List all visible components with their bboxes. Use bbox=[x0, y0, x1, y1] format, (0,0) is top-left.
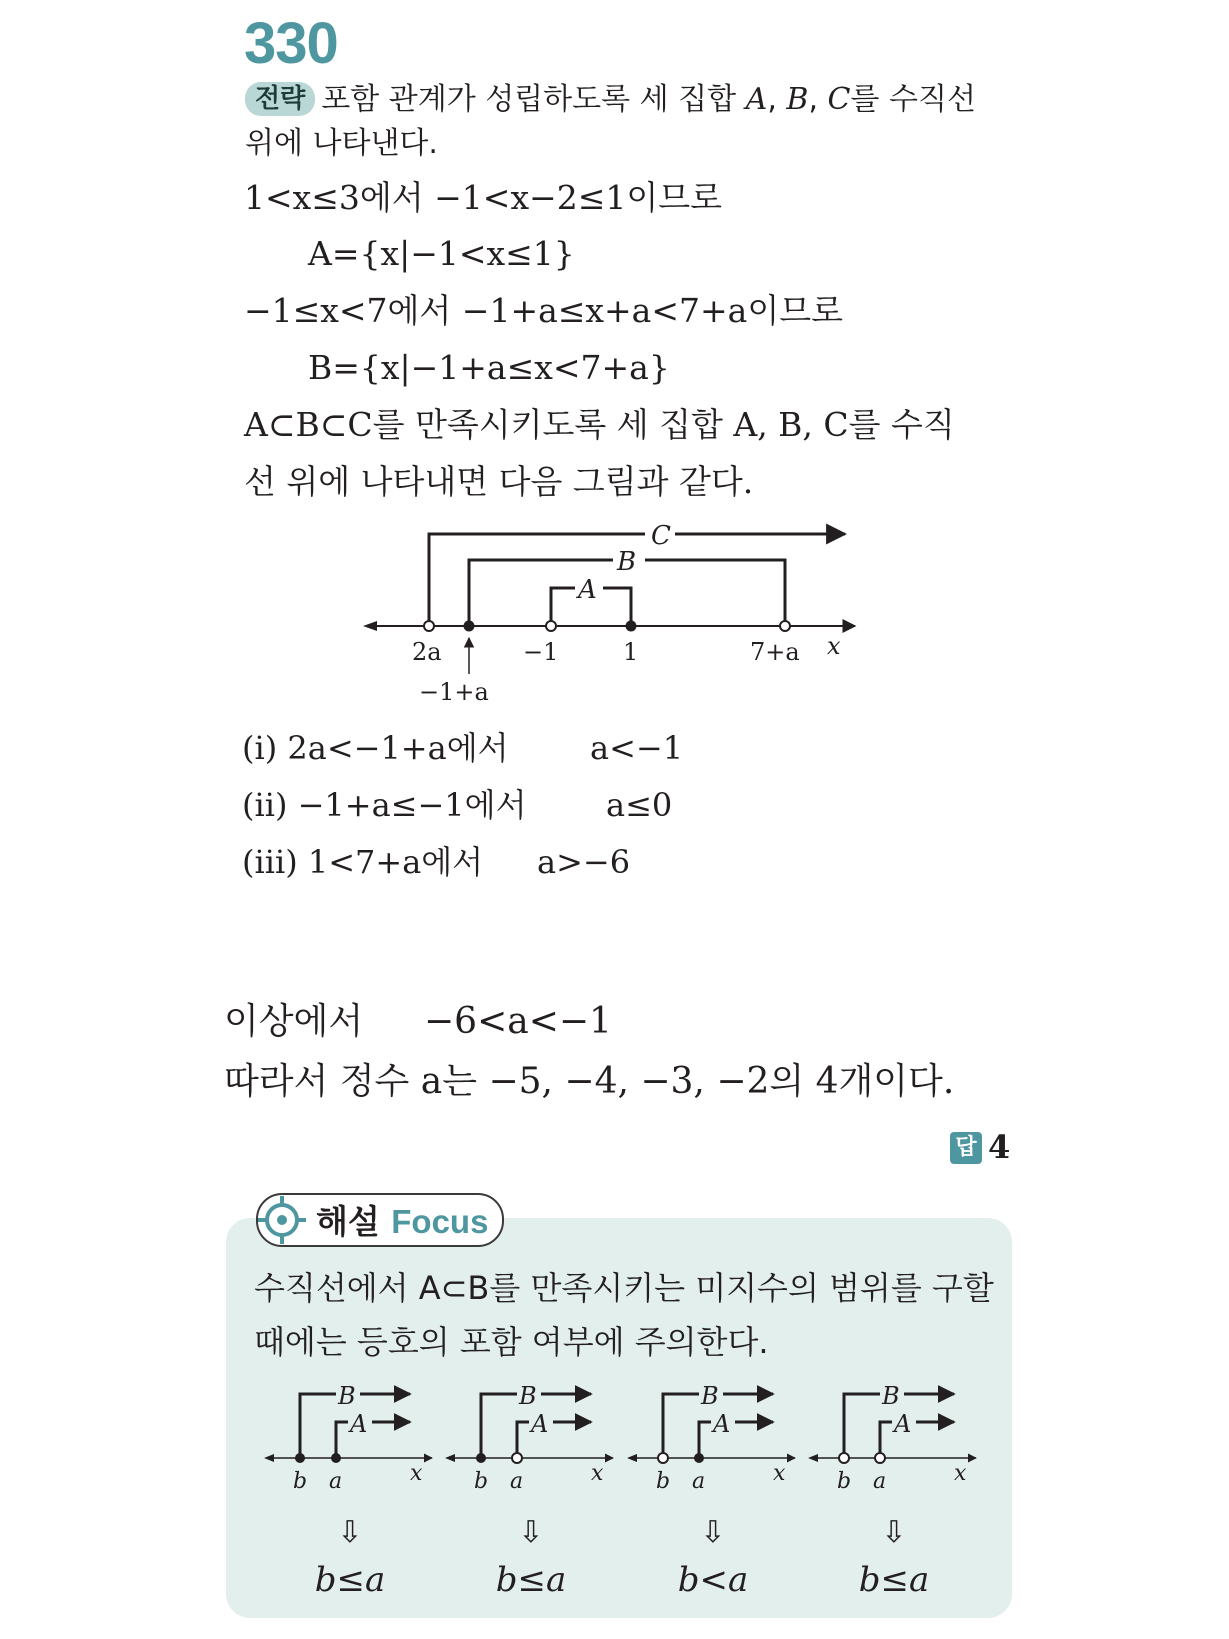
conclusion-count: 따라서 정수 a는 −5, −4, −3, −2의 4개이다. bbox=[224, 1061, 955, 1102]
focus-diagram-4 bbox=[806, 1372, 982, 1602]
focus-title bbox=[316, 1196, 488, 1243]
focus-set-a-bracket bbox=[699, 1422, 711, 1458]
focus-diagram-2 bbox=[443, 1372, 619, 1602]
strategy-text-1: 포함 관계가 성립하도록 세 집합 bbox=[321, 82, 746, 117]
down-arrow-icon: ⇩ bbox=[700, 1515, 726, 1550]
focus-set-b-bracket bbox=[481, 1394, 517, 1458]
open-point-2a bbox=[424, 621, 434, 631]
tick-label-1: 1 bbox=[623, 638, 639, 666]
conclusion-label: 이상에서 bbox=[224, 1001, 364, 1042]
answer-value: 4 bbox=[988, 1128, 1011, 1166]
focus-set-b-bracket bbox=[663, 1394, 699, 1458]
focus-axis-left-arrowhead bbox=[264, 1454, 274, 1462]
case-2-label: (ⅱ) −1+a≤−1에서 bbox=[242, 786, 527, 824]
focus-label-x: x bbox=[773, 1461, 786, 1486]
solution-line-1: 1<x≤3에서 −1<x−2≤1이므로 bbox=[244, 178, 722, 217]
focus-set-a-label: A bbox=[350, 1410, 368, 1438]
focus-label-x: x bbox=[410, 1461, 423, 1486]
focus-diagram-svg bbox=[806, 1372, 982, 1522]
answer-badge: 답 bbox=[950, 1132, 982, 1164]
down-arrow-icon: ⇩ bbox=[518, 1515, 544, 1550]
focus-label-a: a bbox=[510, 1469, 524, 1494]
open-point-7-plus-a bbox=[780, 621, 790, 631]
closed-point-neg1-plus-a bbox=[464, 621, 475, 632]
focus-result-4: b≤a bbox=[858, 1560, 930, 1600]
focus-set-b-label: B bbox=[701, 1382, 719, 1410]
set-b-bracket-right bbox=[645, 560, 785, 626]
focus-label-b: b bbox=[656, 1469, 671, 1494]
focus-title-ko: 해설 bbox=[316, 1202, 380, 1241]
focus-axis-left-arrowhead bbox=[627, 1454, 637, 1462]
answer bbox=[950, 1128, 1010, 1166]
target-icon bbox=[254, 1192, 310, 1248]
focus-label-x: x bbox=[954, 1461, 967, 1486]
focus-diagram-svg bbox=[262, 1372, 438, 1522]
strategy-set-c: C bbox=[827, 82, 851, 117]
set-b-definition: B={x|−1+a≤x<7+a} bbox=[308, 348, 670, 387]
axis-left-arrowhead bbox=[363, 621, 377, 631]
focus-result-1: b≤a bbox=[314, 1560, 386, 1600]
focus-point-a bbox=[512, 1453, 522, 1463]
focus-set-b-bracket bbox=[300, 1394, 336, 1458]
strategy-set-b: B bbox=[786, 82, 809, 117]
focus-set-a-label: A bbox=[713, 1410, 731, 1438]
case-1-label: (ⅰ) 2a<−1+a에서 bbox=[242, 729, 509, 767]
focus-diagram-1 bbox=[262, 1372, 438, 1602]
tick-label-neg1: −1 bbox=[523, 638, 559, 666]
tick-label-2a: 2a bbox=[412, 638, 442, 666]
conclusion-range: −6<a<−1 bbox=[424, 1001, 612, 1042]
focus-set-b-label: B bbox=[519, 1382, 537, 1410]
problem-number: 330 bbox=[244, 11, 338, 76]
focus-axis-left-arrowhead bbox=[808, 1454, 818, 1462]
focus-point-b bbox=[839, 1453, 849, 1463]
focus-diagram-3 bbox=[625, 1372, 801, 1602]
open-point-neg1 bbox=[546, 621, 556, 631]
focus-result-3: b<a bbox=[677, 1560, 749, 1600]
case-3-label: (ⅲ) 1<7+a에서 bbox=[242, 843, 484, 881]
set-c-label: C bbox=[651, 521, 671, 551]
focus-point-b bbox=[658, 1453, 668, 1463]
focus-result-2: b≤a bbox=[495, 1560, 567, 1600]
down-arrow-icon: ⇩ bbox=[337, 1515, 363, 1550]
solution-line-5: A⊂B⊂C를 만족시키도록 세 집합 A, B, C를 수직 bbox=[244, 405, 955, 444]
strategy-sep-2: , bbox=[808, 82, 828, 117]
axis-label-x: x bbox=[827, 632, 841, 660]
set-a-label: A bbox=[578, 575, 597, 605]
number-line-diagram bbox=[355, 510, 875, 710]
set-b-label: B bbox=[617, 547, 637, 577]
set-c-bracket bbox=[429, 534, 645, 626]
solution-line-6: 선 위에 나타내면 다음 그림과 같다. bbox=[244, 462, 754, 501]
case-3-result: a>−6 bbox=[537, 843, 631, 881]
closed-point-1 bbox=[626, 621, 637, 632]
focus-title-en: Focus bbox=[391, 1203, 489, 1240]
focus-set-b-bracket bbox=[844, 1394, 880, 1458]
pointer-label: −1+a bbox=[419, 678, 489, 706]
strategy-set-a: A bbox=[745, 82, 768, 117]
focus-point-a bbox=[875, 1453, 885, 1463]
focus-point-a bbox=[694, 1453, 704, 1463]
set-a-bracket bbox=[551, 588, 575, 626]
down-arrow-icon: ⇩ bbox=[881, 1515, 907, 1550]
focus-label-a: a bbox=[329, 1469, 343, 1494]
focus-point-b bbox=[476, 1453, 486, 1463]
strategy-paragraph bbox=[245, 78, 985, 166]
focus-set-a-label: A bbox=[894, 1410, 912, 1438]
focus-set-a-bracket bbox=[336, 1422, 348, 1458]
focus-axis-left-arrowhead bbox=[445, 1454, 455, 1462]
focus-label-a: a bbox=[692, 1469, 706, 1494]
strategy-badge: 전략 bbox=[245, 82, 315, 116]
strategy-sep-1: , bbox=[767, 82, 787, 117]
focus-diagram-svg bbox=[625, 1372, 801, 1522]
focus-label-b: b bbox=[474, 1469, 489, 1494]
case-1-result: a<−1 bbox=[590, 729, 684, 767]
focus-label-x: x bbox=[591, 1461, 604, 1486]
strategy-text-2: 를 수직선 위에 나타낸다. bbox=[245, 82, 976, 161]
focus-set-a-label: A bbox=[531, 1410, 549, 1438]
solution-line-3: −1≤x<7에서 −1+a≤x+a<7+a이므로 bbox=[244, 291, 843, 330]
set-a-definition: A={x|−1<x≤1} bbox=[308, 234, 575, 273]
case-2-result: a≤0 bbox=[606, 786, 673, 824]
focus-set-b-label: B bbox=[338, 1382, 356, 1410]
tick-label-7-plus-a: 7+a bbox=[750, 638, 800, 666]
focus-point-a bbox=[331, 1453, 341, 1463]
focus-label-b: b bbox=[837, 1469, 852, 1494]
focus-text: 수직선에서 A⊂B를 만족시키는 미지수의 범위를 구할 때에는 등호의 포함 여부에 주의한다. bbox=[254, 1269, 994, 1361]
focus-set-b-label: B bbox=[882, 1382, 900, 1410]
focus-point-b bbox=[295, 1453, 305, 1463]
set-a-bracket-right bbox=[603, 588, 631, 626]
focus-label-b: b bbox=[293, 1469, 308, 1494]
focus-diagram-svg bbox=[443, 1372, 619, 1522]
focus-label-a: a bbox=[873, 1469, 887, 1494]
